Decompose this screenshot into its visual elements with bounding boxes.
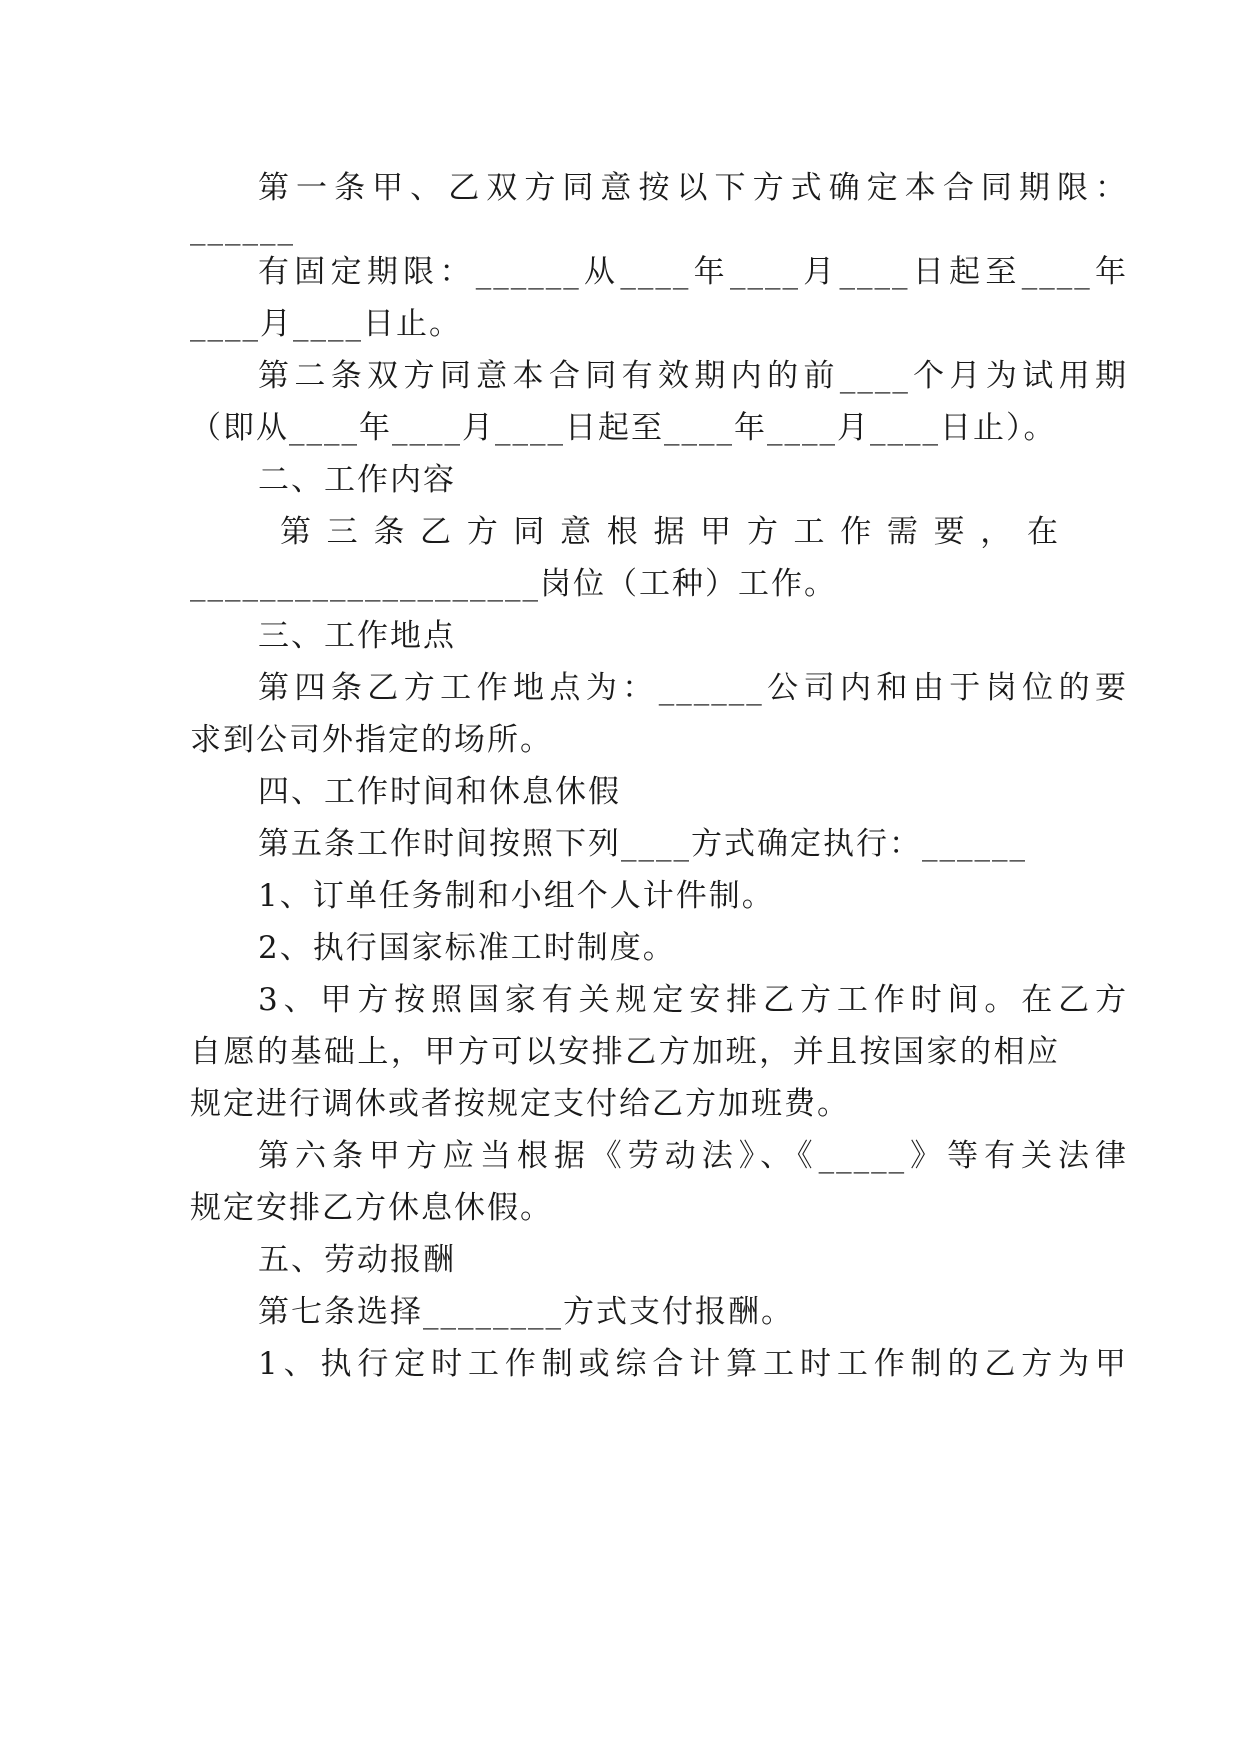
section-heading-work-place: 三、工作地点 <box>258 618 456 654</box>
clause-5-text: 第五条工作时间按照下列____方式确定执行：______ <box>258 826 1027 862</box>
section-heading-work-hours: 四、工作时间和休息休假 <box>258 774 621 810</box>
clause-2-line-1: 第二条双方同意本合同有效期内的前____个月为试用期 <box>258 358 1128 394</box>
clause-3-line-2: ____________________岗位（工种）工作。 <box>190 566 837 602</box>
clause-5-item-3-line-3: 规定进行调休或者按规定支付给乙方加班费。 <box>190 1086 850 1122</box>
clause-1-blank: ______ <box>190 210 295 246</box>
clause-5-item-2: 2、执行国家标准工时制度。 <box>258 930 676 966</box>
clause-6-line-1: 第六条甲方应当根据《劳动法》、《_____》等有关法律 <box>258 1138 1128 1174</box>
clause-1-text: 第一条甲、乙双方同意按以下方式确定本合同期限： <box>258 170 1128 206</box>
fixed-term-line-1: 有固定期限：______从____年____月____日起至____年 <box>258 254 1128 290</box>
section-heading-work-content: 二、工作内容 <box>258 462 456 498</box>
clause-5-item-3-line-2: 自愿的基础上，甲方可以安排乙方加班，并且按国家的相应 <box>190 1034 1060 1070</box>
clause-6-line-2: 规定安排乙方休息休假。 <box>190 1190 553 1226</box>
clause-7-item-1: 1、执行定时工作制或综合计算工时工作制的乙方为甲 <box>258 1346 1128 1382</box>
clause-5-item-3-line-1: 3、甲方按照国家有关规定安排乙方工作时间。在乙方 <box>258 982 1128 1018</box>
clause-3-line-1: 第三条乙方同意根据甲方工作需要，在 <box>280 514 1060 550</box>
clause-7-text: 第七条选择________方式支付报酬。 <box>258 1294 794 1330</box>
fixed-term-line-2: ____月____日止。 <box>190 306 462 342</box>
section-heading-remuneration: 五、劳动报酬 <box>258 1242 456 1278</box>
clause-4-line-2: 求到公司外指定的场所。 <box>190 722 553 758</box>
clause-4-line-1: 第四条乙方工作地点为：______公司内和由于岗位的要 <box>258 670 1128 706</box>
clause-5-item-1: 1、订单任务制和小组个人计件制。 <box>258 878 775 914</box>
clause-2-line-2: （即从____年____月____日起至____年____月____日止）。 <box>190 410 1057 446</box>
